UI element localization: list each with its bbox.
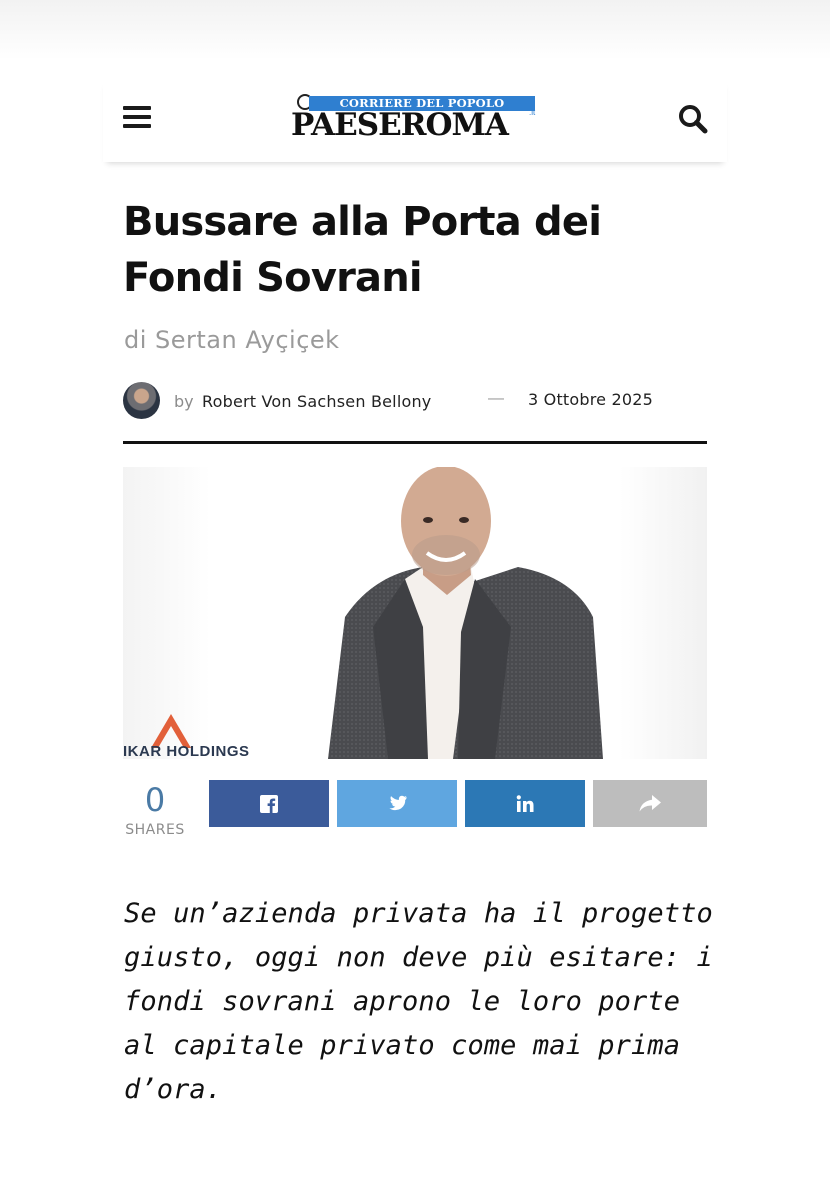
article-lede: Se un’azienda privata ha il progetto giusto, oggi non deve più esitare: i fondi sovrani aprono le loro porte al capitale privato come mai prima d’ora. [124, 898, 713, 1105]
publish-date: 3 Ottobre 2025 [528, 390, 654, 409]
company-name: IKAR HOLDINGS [123, 743, 250, 759]
logo-top-text: CORRIERE DEL POPOLO [309, 96, 535, 111]
share-arrow-icon [638, 794, 662, 814]
byline-divider [123, 441, 707, 444]
by-label: by [174, 392, 194, 411]
search-icon[interactable] [677, 103, 709, 135]
linkedin-icon [515, 794, 535, 814]
twitter-icon [386, 795, 408, 813]
more-share-button[interactable] [593, 780, 707, 827]
share-count [123, 780, 187, 838]
author-link[interactable]: Robert Von Sachsen Bellony [202, 392, 432, 411]
twitter-share-button[interactable] [337, 780, 457, 827]
byline-separator: — [488, 390, 504, 407]
share-count-number: 0 [144, 781, 166, 819]
share-bar [123, 780, 707, 840]
hamburger-menu-icon[interactable] [123, 106, 153, 132]
linkedin-share-button[interactable] [465, 780, 585, 827]
site-header [103, 78, 727, 162]
browser-top-strip [0, 0, 830, 60]
article-title: Bussare alla Porta dei Fondi Sovrani [123, 199, 602, 301]
logo-main-text: PAESEROMA [291, 107, 508, 143]
facebook-icon [259, 794, 279, 814]
hero-image [123, 467, 707, 759]
article-subtitle: di Sertan Ayçiçek [124, 326, 340, 354]
author-avatar[interactable] [123, 382, 160, 419]
byline [123, 382, 707, 422]
facebook-share-button[interactable] [209, 780, 329, 827]
logo-suffix: .it [529, 108, 536, 117]
share-count-label: SHARES [125, 822, 185, 838]
site-logo[interactable] [291, 94, 541, 144]
